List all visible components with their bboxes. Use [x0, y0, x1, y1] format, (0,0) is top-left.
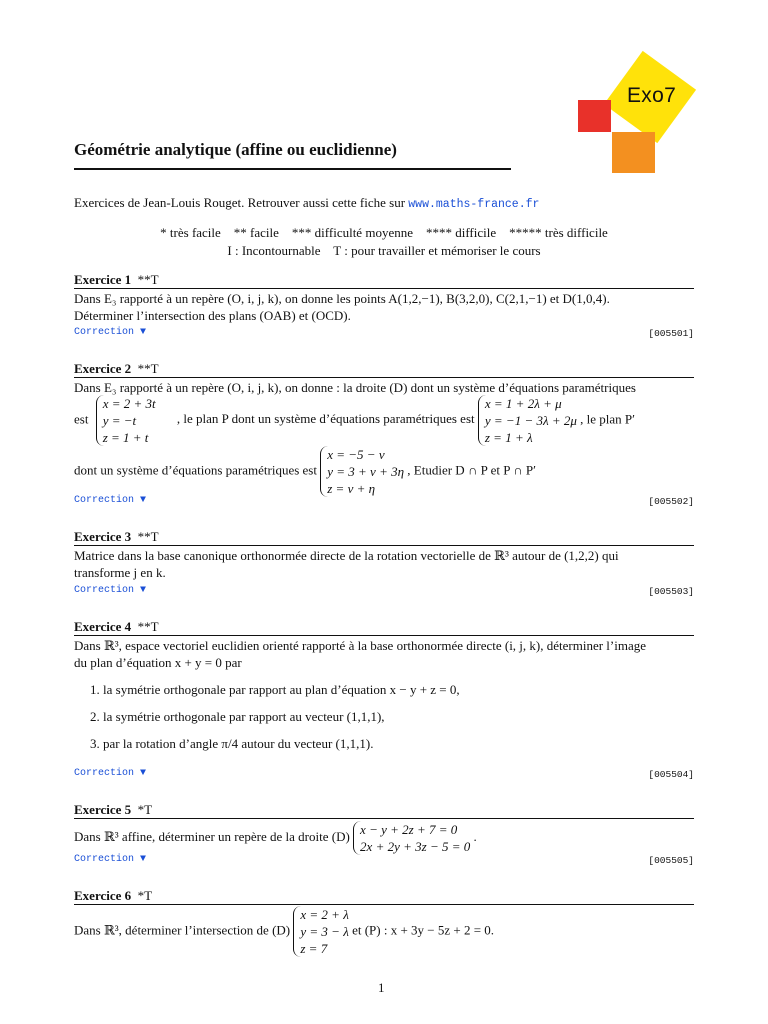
exercise-2-system3-row — [74, 446, 694, 497]
line-D-cartesian-system — [353, 821, 470, 855]
statement-text: est — [74, 411, 89, 427]
correction-link[interactable]: Correction ▼ — [74, 768, 147, 779]
exercise-2-line1: Dans E₃ rapporté à un repère (O, i, j, k), on donne : la droite (D) dont un système d’équations paramétriques — [74, 380, 636, 395]
exercise-code: [005504] — [648, 769, 694, 780]
statement-text: et (P) : x + 3y − 5z + 2 = 0. — [352, 922, 495, 938]
equation: y = 3 − λ — [300, 924, 349, 939]
exercise-code: [005505] — [648, 855, 694, 866]
exercise-title: Exercice 3 — [74, 529, 132, 544]
statement-text: Dans ℝ³, déterminer l’intersection de (D) — [74, 922, 291, 938]
line-D-system — [293, 906, 348, 957]
exercise-rating: **T — [137, 361, 159, 376]
correction-link[interactable]: Correction ▼ — [74, 495, 147, 506]
statement-line: Dans ℝ³, espace vectoriel euclidien orienté rapporté à la base orthonormée directe (i, j, k), déterminer l’image — [74, 638, 647, 653]
exercise-2-title — [74, 361, 159, 377]
exercise-rating: **T — [137, 619, 159, 634]
equation: x = 2 + 3t — [102, 396, 156, 411]
page-number: 1 — [378, 980, 385, 995]
list-item: 1. la symétrie orthogonale par rapport au plan d’équation x − y + z = 0, — [90, 682, 460, 697]
equation: y = −t — [102, 413, 137, 428]
exercise-title: Exercice 6 — [74, 888, 132, 903]
equation: x = −5 − ν — [327, 447, 385, 462]
exercise-3-title — [74, 529, 159, 545]
statement-text: . — [473, 828, 477, 844]
exercise-title: Exercice 5 — [74, 802, 132, 817]
line-D-system — [96, 395, 156, 446]
plane-P-prime-system — [320, 446, 404, 497]
statement-text: , le plan P′ — [580, 411, 635, 427]
correction-link[interactable]: Correction ▼ — [74, 854, 147, 865]
plane-P-system — [478, 395, 577, 446]
equation: y = −1 − 3λ + 2μ — [484, 413, 577, 428]
exercise-code: [005503] — [648, 586, 694, 597]
exercise-6-statement — [74, 906, 694, 957]
exercise-rating: *T — [137, 888, 153, 903]
list-item: 3. par la rotation d’angle π/4 autour du vecteur (1,1,1). — [90, 736, 374, 751]
equation: z = 1 + λ — [484, 430, 533, 445]
exercise-5-title — [74, 802, 152, 818]
exercise-1-statement — [74, 290, 694, 324]
statement-line: Matrice dans la base canonique orthonormée directe de la rotation vectorielle de ℝ³ autour de (1,2,2) qui — [74, 548, 619, 563]
intro — [74, 195, 539, 211]
exercise-rule — [74, 818, 694, 819]
page-title: Géométrie analytique (affine ou euclidienne) — [74, 140, 397, 159]
logo-orange-square — [612, 132, 655, 173]
statement-text: dont un système d’équations paramétriques est — [74, 462, 317, 478]
correction-link[interactable]: Correction ▼ — [74, 585, 147, 596]
correction-link[interactable]: Correction ▼ — [74, 327, 147, 338]
difficulty-legend: * très facile ** facile *** difficulté moyenne **** difficile ***** très difficile — [160, 225, 608, 240]
equation: z = 7 — [300, 941, 328, 956]
exercise-rule — [74, 545, 694, 546]
equation: z = 1 + t — [102, 430, 149, 445]
statement-line: transforme j en k. — [74, 565, 166, 580]
title-rule — [74, 168, 511, 170]
intro-text: Exercices de Jean-Louis Rouget. Retrouver aussi cette fiche sur — [74, 195, 406, 210]
equation: 2x + 2y + 3z − 5 = 0 — [360, 839, 471, 854]
exercise-6-title — [74, 888, 152, 904]
exercise-title: Exercice 4 — [74, 619, 132, 634]
exercise-title: Exercice 2 — [74, 361, 132, 376]
statement-text: , Etudier D ∩ P et P ∩ P′ — [407, 462, 536, 478]
equation: x = 1 + 2λ + μ — [484, 396, 562, 411]
exercise-rule — [74, 635, 694, 636]
exercise-rule — [74, 377, 694, 378]
statement-text: , le plan P dont un système d’équations paramétriques est — [176, 411, 475, 427]
exo7-logo: Exo7 — [627, 84, 677, 107]
exercise-title: Exercice 1 — [74, 272, 132, 287]
equation: z = ν + η — [327, 481, 376, 496]
exercise-5-statement — [74, 821, 694, 855]
exercise-rule — [74, 904, 694, 905]
logo-red-square — [578, 100, 611, 132]
exercise-rating: **T — [137, 272, 159, 287]
exercise-4-statement — [74, 637, 694, 671]
equation: x − y + 2z + 7 = 0 — [360, 822, 458, 837]
exercise-1-title — [74, 272, 159, 288]
exercise-4-title — [74, 619, 159, 635]
exercise-rule — [74, 288, 694, 289]
exercise-code: [005502] — [648, 496, 694, 507]
list-item: 2. la symétrie orthogonale par rapport au vecteur (1,1,1), — [90, 709, 385, 724]
exercise-3-statement — [74, 547, 694, 581]
type-legend: I : Incontournable T : pour travailler et mémoriser le cours — [227, 243, 541, 258]
maths-france-link[interactable]: www.maths-france.fr — [408, 198, 540, 211]
statement-line: Déterminer l’intersection des plans (OAB) et (OCD). — [74, 308, 351, 323]
exercise-rating: **T — [137, 529, 159, 544]
statement-line: Dans E₃ rapporté à un repère (O, i, j, k), on donne les points A(1,2,−1), B(3,2,0), C(2,1,−1) et D(1,0,4). — [74, 291, 610, 306]
statement-line: du plan d’équation x + y = 0 par — [74, 655, 242, 670]
exercise-rating: *T — [137, 802, 153, 817]
equation: y = 3 + ν + 3η — [327, 464, 405, 479]
equation: x = 2 + λ — [300, 907, 349, 922]
exercise-2-systems-row — [74, 395, 694, 446]
statement-text: Dans ℝ³ affine, déterminer un repère de la droite (D) — [74, 828, 350, 844]
exercise-code: [005501] — [648, 328, 694, 339]
